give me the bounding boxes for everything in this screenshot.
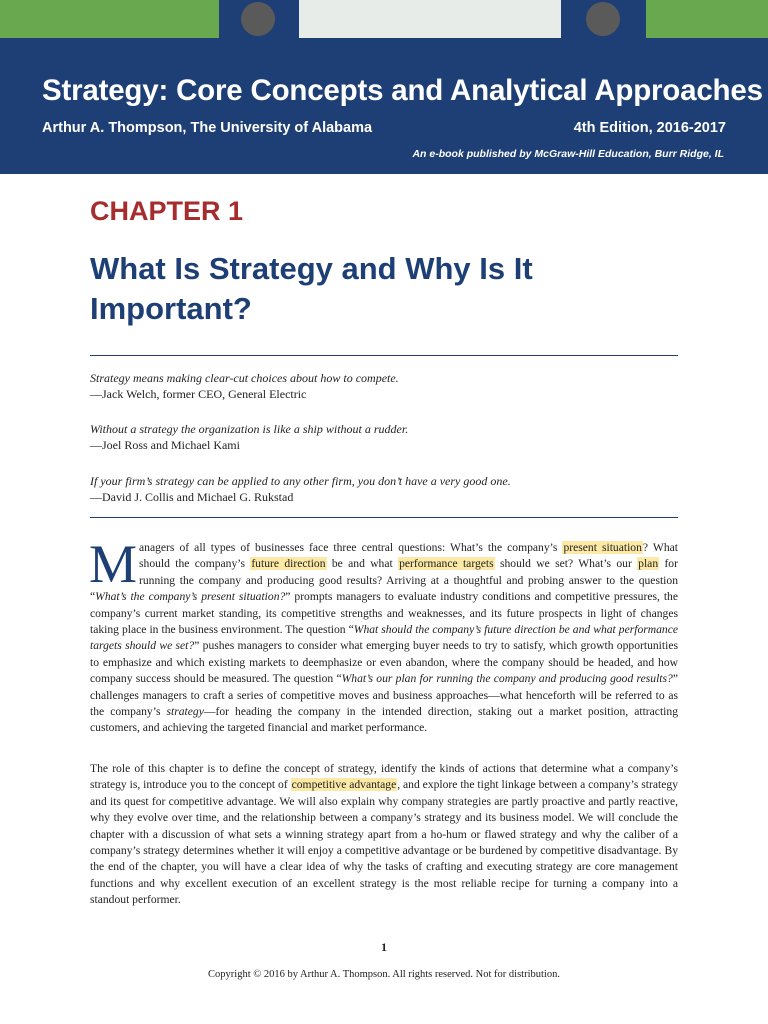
book-publisher: An e-book published by McGraw-Hill Education, Burr Ridge, IL <box>412 148 724 160</box>
page-number: 1 <box>381 940 387 954</box>
epigraph-quote <box>90 473 678 505</box>
quote-text: Without a strategy the organization is like a ship without a rudder. <box>90 422 409 436</box>
epigraph-quote <box>90 370 678 402</box>
green-bar-right <box>646 0 768 38</box>
divider-bottom <box>90 517 678 518</box>
quote-attribution: —David J. Collis and Michael G. Rukstad <box>90 490 294 504</box>
book-edition: 4th Edition, 2016-2017 <box>573 120 726 136</box>
white-bar-center <box>299 0 561 38</box>
body-paragraph: Managers of all types of businesses face three central questions: What’s the company’s present situation? What should the company’s future direction be and what performance targets should we set? What’s our plan for running the company and producing good results? Arriving at a thoughtful and probing answer to the question “What’s the company’s present situation?” prompts managers to evaluate industry conditions and competitive pressures, the company’s current market standing, its competitive strengths and weaknesses, and its future prospects in light of changes taking place in the business environment. The question “What should the company’s future direction be and what performance targets should we set?” pushes managers to consider what emerging buyer needs to try to satisfy, which growth opportunities to emphasize and which existing markets to deemphasize or even abandon, where the company should be headed, and how company success should be measured. The question “What’s our plan for running the company and producing good results?” challenges managers to craft a series of competitive moves and business approaches—what henceforth will be referred to as the company’s strategy—for heading the company in the intended direction, staking out a market position, attracting customers, and achieving the targeted financial and market performance. <box>89 534 679 735</box>
highlight: competitive advantage <box>291 778 397 792</box>
epigraph-quote <box>90 421 678 453</box>
header-banner <box>0 40 768 174</box>
quote-attribution: —Jack Welch, former CEO, General Electric <box>90 387 307 401</box>
highlight: performance targets <box>399 557 494 571</box>
book-author: Arthur A. Thompson, The University of Alabama <box>42 120 373 136</box>
highlight: present situation <box>563 541 642 554</box>
highlight: plan <box>638 557 659 571</box>
drop-cap: M <box>89 534 138 594</box>
copyright-notice: Copyright © 2016 by Arthur A. Thompson. All rights reserved. Not for distribution. <box>208 969 560 980</box>
chapter-title: What Is Strategy and Why Is It Important? <box>90 251 533 326</box>
top-decorative-strip <box>0 0 768 40</box>
divider-top <box>90 355 678 356</box>
quote-text: Strategy means making clear-cut choices about how to compete. <box>90 371 399 385</box>
circle-ornament-right <box>586 2 620 36</box>
green-bar-left <box>0 0 219 38</box>
body-paragraph: The role of this chapter is to define the concept of strategy, identify the kinds of actions that determine what a company’s strategy is, introduce you to the concept of competitive advantage, and explore the tight linkage between a company’s strategy and its quest for competitive advantage. We will also explain why company strategies are partly proactive and partly reactive, why they evolve over time, and the relationship between a company’s strategy and its business model. We will conclude the chapter with a discussion of what sets a winning strategy apart from a ho-hum or flawed strategy and why the caliber of a company’s strategy determines whether it will enjoy a competitive advantage or be burdened by competitive disadvantage. By the end of the chapter, you will have a clear idea of why the tasks of crafting and executing strategy are core management functions and why excellent execution of an excellent strategy is the most reliable recipe for turning a company into a standout performer. <box>90 762 678 907</box>
chapter-label: CHAPTER 1 <box>90 196 244 226</box>
book-title: Strategy: Core Concepts and Analytical Approaches <box>42 74 763 107</box>
quote-attribution: —Joel Ross and Michael Kami <box>90 438 240 452</box>
circle-ornament-left <box>241 2 275 36</box>
quote-text: If your firm’s strategy can be applied to any other firm, you don’t have a very good one. <box>90 474 511 488</box>
highlight: future direction <box>251 557 326 571</box>
